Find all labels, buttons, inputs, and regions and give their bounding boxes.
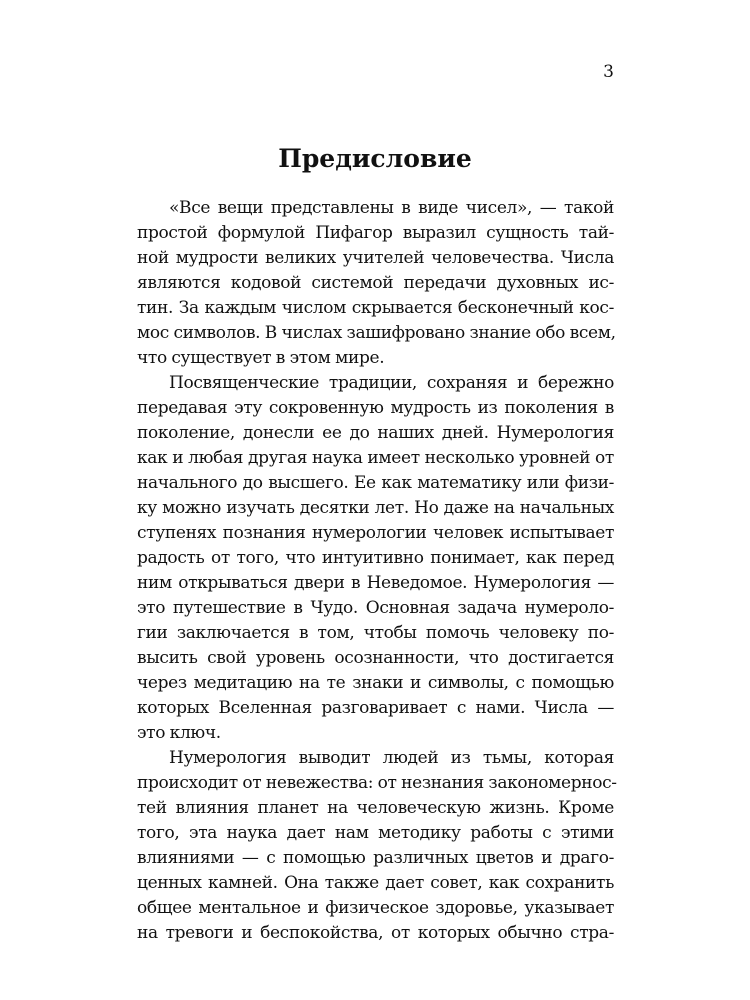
- page-title: Предисловие: [278, 144, 472, 173]
- text-line: передавая эту сокровенную мудрость из поколения в: [137, 398, 614, 418]
- text-line: ценных камней. Она также дает совет, как сохранить: [137, 873, 614, 893]
- text-line: мос символов. В числах зашифровано знание обо всем,: [137, 323, 616, 343]
- text-line: ку можно изучать десятки лет. Но даже на начальных: [137, 498, 614, 518]
- text-line: на тревоги и беспокойства, от которых обычно стра-: [137, 923, 614, 943]
- text-line: Посвященческие традиции, сохраняя и бережно: [169, 373, 614, 393]
- text-line: через медитацию на те знаки и символы, с помощью: [137, 673, 614, 693]
- text-line: гии заключается в том, чтобы помочь человеку по-: [137, 623, 614, 643]
- text-line: ступенях познания нумерологии человек испытывает: [137, 523, 614, 543]
- text-line: тей влияния планет на человеческую жизнь. Кроме: [137, 798, 614, 818]
- text-line: влияниями — с помощью различных цветов и драго-: [137, 848, 614, 868]
- text-line: которых Вселенная разговаривает с нами. Числа —: [137, 698, 614, 718]
- text-line: поколение, донесли ее до наших дней. Нумерология: [137, 423, 614, 443]
- body-text: [137, 196, 617, 946]
- text-line: «Все вещи представлены в виде чисел», — такой: [169, 198, 614, 218]
- text-line: это путешествие в Чудо. Основная задача нумероло-: [137, 598, 614, 618]
- text-line: того, эта наука дает нам методику работы с этими: [137, 823, 614, 843]
- text-line: высить свой уровень осознанности, что достигается: [137, 648, 614, 668]
- text-line: что существует в этом мире.: [137, 348, 385, 368]
- text-line: ним открываться двери в Неведомое. Нумерология —: [137, 573, 614, 593]
- text-line: тин. За каждым числом скрывается бесконечный кос-: [137, 298, 614, 318]
- text-line: происходит от невежества: от незнания закономернос-: [137, 773, 617, 793]
- text-line: общее ментальное и физическое здоровье, указывает: [137, 898, 614, 918]
- text-line: это ключ.: [137, 723, 221, 743]
- text-line: простой формулой Пифагор выразил сущность тай-: [137, 223, 614, 243]
- paragraph: [137, 746, 617, 946]
- text-line: Нумерология выводит людей из тьмы, которая: [169, 748, 614, 768]
- text-line: как и любая другая наука имеет несколько уровней от: [137, 448, 614, 468]
- paragraph: [137, 371, 614, 746]
- text-line: ной мудрости великих учителей человечества. Числа: [137, 248, 614, 268]
- text-line: являются кодовой системой передачи духовных ис-: [137, 273, 614, 293]
- paragraph: [137, 196, 614, 371]
- text-line: радость от того, что интуитивно понимает, как перед: [137, 548, 614, 568]
- page-number: 3: [603, 62, 614, 82]
- text-line: начального до высшего. Ее как математику или физи-: [137, 473, 614, 493]
